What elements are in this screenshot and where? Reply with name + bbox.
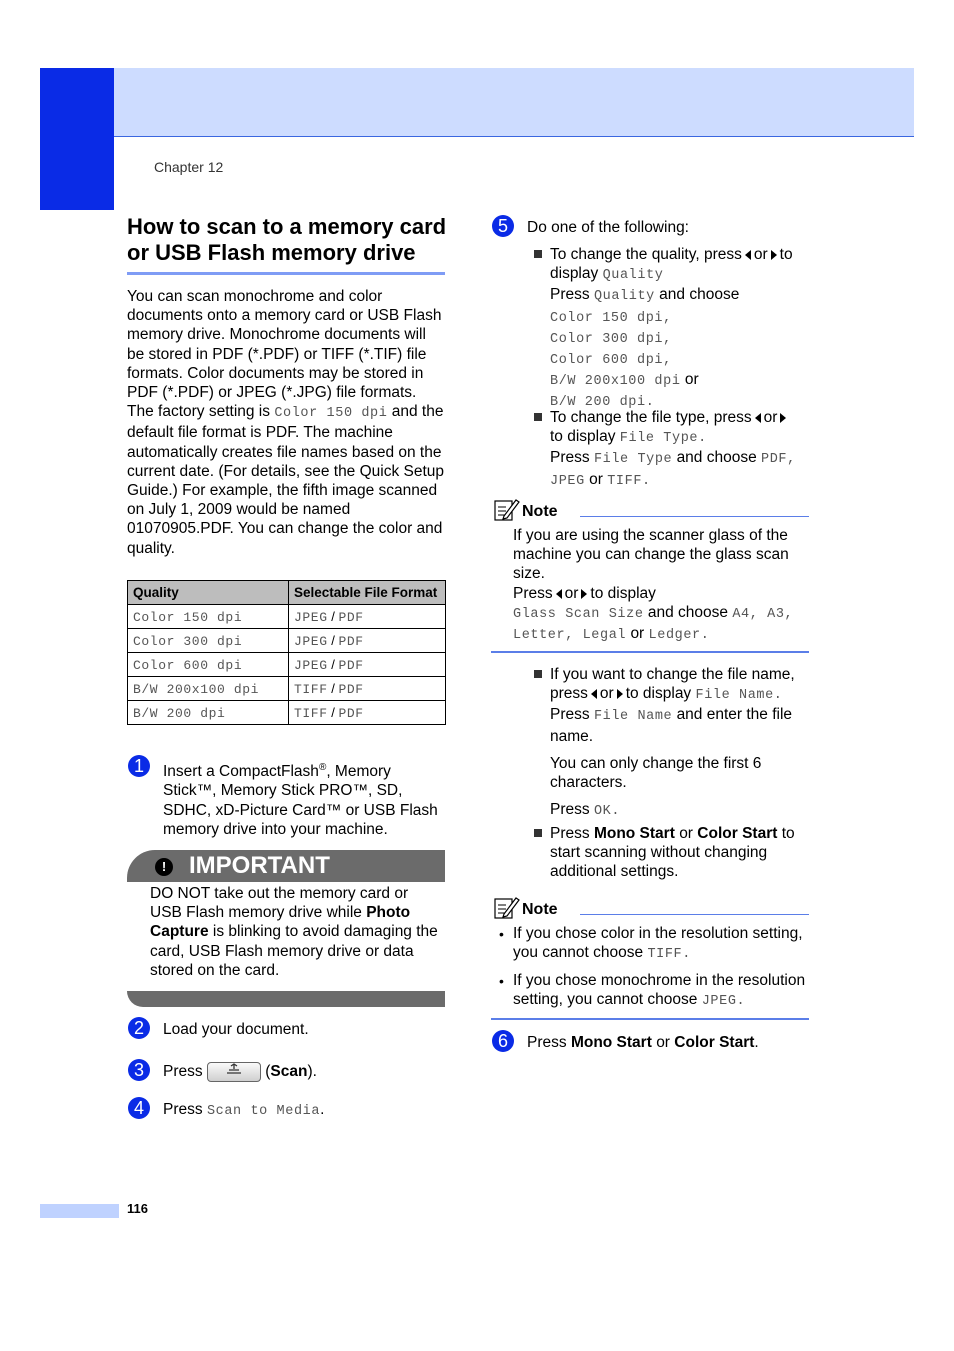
bullet-marker [534, 670, 542, 678]
note-2-item-2: If you chose monochrome in the resolution setting, you cannot choose JPEG. [513, 972, 806, 1010]
title-underline [127, 272, 445, 275]
note-end-rule [491, 651, 809, 653]
note-pencil-icon [494, 498, 520, 527]
table-row: B/W 200x100 dpi TIFF / PDF [128, 677, 446, 701]
left-arrow-icon [556, 589, 562, 599]
important-footer [127, 991, 445, 1007]
page-number: 116 [127, 1201, 148, 1216]
scan-button-icon [207, 1062, 261, 1082]
step-6-badge: 6 [492, 1030, 514, 1052]
quality-format-table [127, 580, 446, 725]
left-arrow-icon [755, 413, 761, 423]
left-arrow-icon [591, 689, 597, 699]
note-title: Note [522, 901, 558, 918]
intro-paragraph: You can scan monochrome and color documents onto a memory card or USB Flash memory drive. Monochrome documents will be stored in PDF (*.PDF) or TIFF (*.TIF) file formats. Color documents may be stored in PDF (*.PDF) or JPEG (*.JPG) file formats. The factory setting is Color 150 dpi and the default file format is PDF. The machine automatically creates file names based on the current date. (For details, see the Quick Setup Guide.) For example, the fifth image scanned on July 1, 2009 would be named 01070905.PDF. You can change the color and quality. [127, 288, 445, 557]
step-3-text: Press (Scan). [163, 1063, 317, 1081]
right-arrow-icon [581, 589, 587, 599]
note-title: Note [522, 503, 558, 520]
step-5-badge: 5 [492, 215, 514, 237]
step-4-badge: 4 [128, 1097, 150, 1119]
note-pencil-icon [494, 896, 520, 925]
step-5-lead: Do one of the following: [527, 219, 689, 236]
step-2-text: Load your document. [163, 1021, 309, 1038]
chapter-tab [40, 68, 114, 210]
chapter-label: Chapter 12 [154, 159, 224, 175]
table-header-quality: Quality [128, 581, 289, 605]
step-1-badge: 1 [128, 755, 150, 777]
note-rule [580, 914, 809, 915]
warning-icon: ! [155, 858, 173, 876]
step-2-badge: 2 [128, 1017, 150, 1039]
note-2-item-1: If you chose color in the resolution setting, you cannot choose TIFF. [513, 925, 803, 963]
table-row: Color 300 dpi JPEG / PDF [128, 629, 446, 653]
note-rule [580, 516, 809, 517]
table-row: Color 600 dpi JPEG / PDF [128, 653, 446, 677]
step-1-text: Insert a CompactFlash®, Memory Stick™, Memory Stick PRO™, SD, SDHC, xD-Picture Card™ or USB Flash memory drive into your machine. [163, 762, 438, 838]
step-4-text: Press Scan to Media. [163, 1101, 325, 1119]
note-1-text: If you are using the scanner glass of the machine you can change the glass scan size. Press or to display Glass Scan Size and choose A4, A3, Letter, Legal or Ledger. [513, 527, 794, 644]
file-name-bullet: If you want to change the file name, press or to display File Name. Press File Name and enter the file name. You can only change the first 6 characters. Press OK. [550, 666, 795, 820]
table-header-format: Selectable File Format [289, 581, 446, 605]
step-6-text: Press Mono Start or Color Start. [527, 1034, 759, 1051]
table-row: Color 150 dpi JPEG / PDF [128, 605, 446, 629]
header-band [40, 68, 914, 137]
bullet-marker [534, 829, 542, 837]
step-3-badge: 3 [128, 1059, 150, 1081]
list-bullet-dot: • [499, 973, 504, 989]
note-end-rule [491, 1018, 809, 1020]
list-bullet-dot: • [499, 926, 504, 942]
right-arrow-icon [771, 250, 777, 260]
important-title: IMPORTANT [189, 852, 330, 879]
quality-bullet: To change the quality, press or to display Quality Press Quality and choose Color 150 dpi, Color 300 dpi, Color 600 dpi, B/W 200x100 dpi or B/W 200 dpi. [550, 246, 793, 411]
table-row: B/W 200 dpi TIFF / PDF [128, 701, 446, 725]
file-type-bullet: To change the file type, press or to display File Type. Press File Type and choose PDF, JPEG or TIFF. [550, 409, 796, 489]
start-bullet: Press Mono Start or Color Start to start scanning without changing additional settings. [550, 825, 795, 881]
right-arrow-icon [780, 413, 786, 423]
bullet-marker [534, 413, 542, 421]
important-text: DO NOT take out the memory card or USB Flash memory drive while Photo Capture is blinking to avoid damaging the card, USB Flash memory drive or data stored on the card. [150, 885, 438, 979]
left-arrow-icon [745, 250, 751, 260]
section-title: How to scan to a memory card or USB Flash memory drive [127, 214, 447, 265]
footer-band [40, 1204, 119, 1218]
bullet-marker [534, 250, 542, 258]
right-arrow-icon [617, 689, 623, 699]
